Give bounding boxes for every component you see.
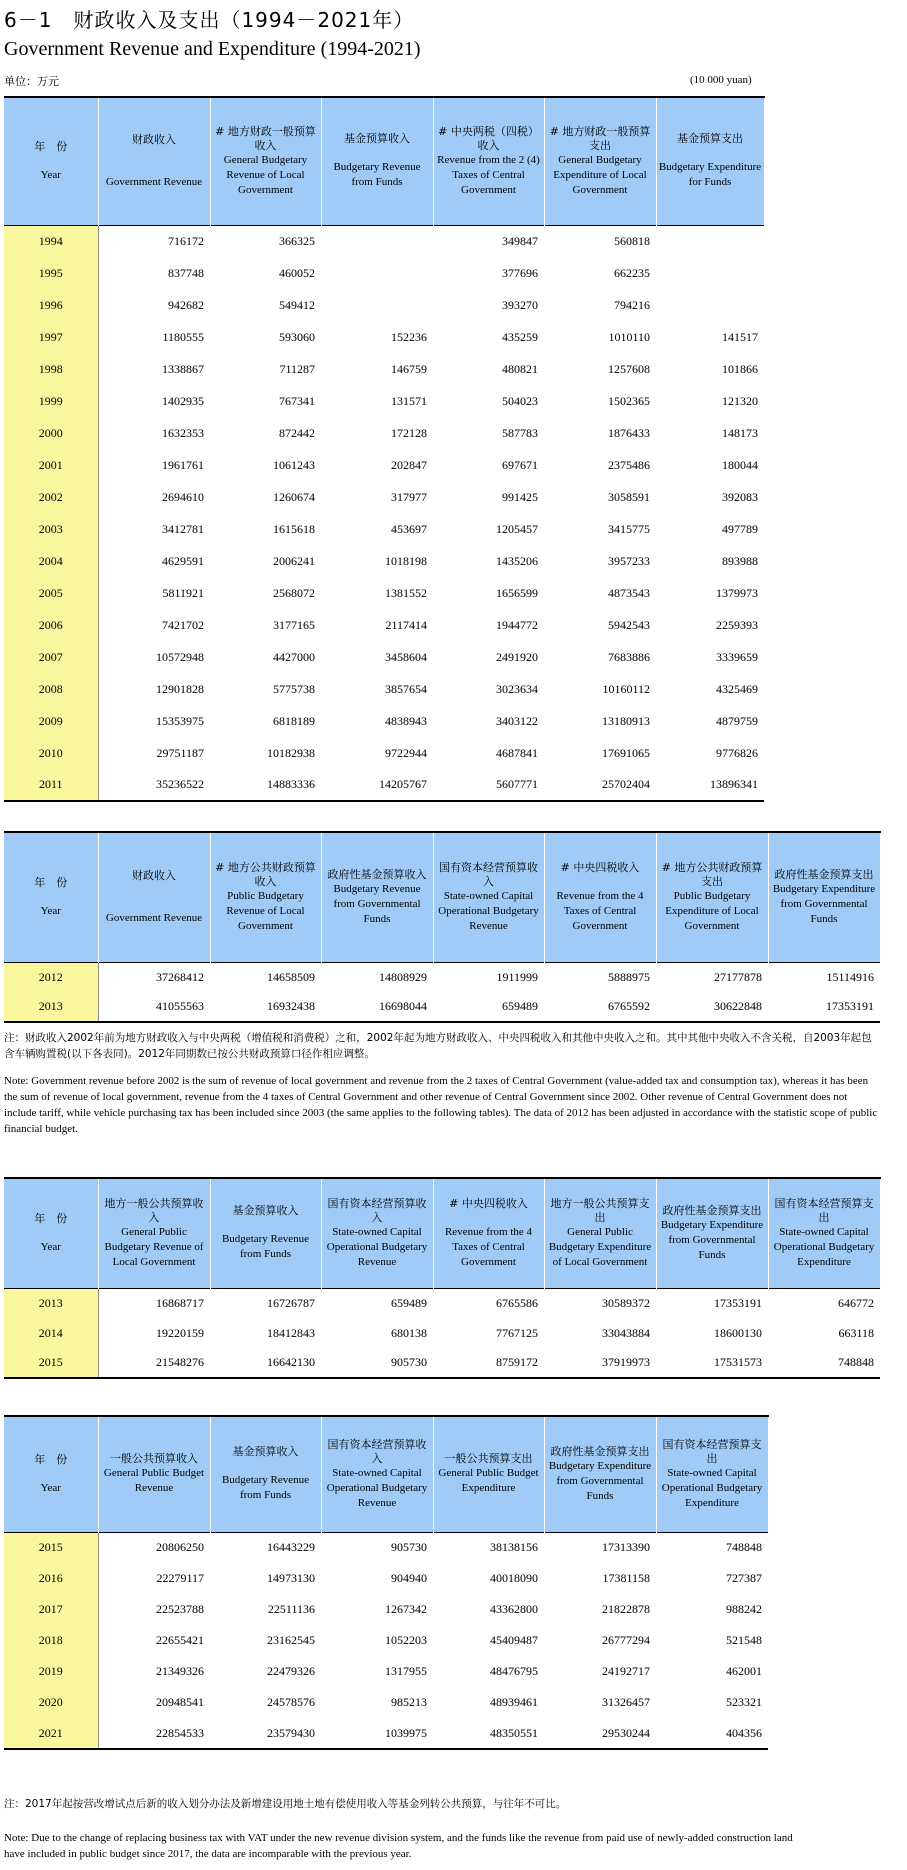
value-cell: 4873543 (608, 585, 650, 600)
value-cell: 40018090 (490, 1571, 538, 1585)
value-cell: 10182938 (267, 745, 315, 760)
value-cell: 20806250 (156, 1540, 204, 1555)
header-year: 年 份 Year (4, 832, 98, 962)
value-cell: 2694610 (162, 489, 204, 504)
table-row (4, 1718, 768, 1749)
year-cell: 2020 (4, 1687, 98, 1718)
value-cell: 29530244 (544, 1718, 656, 1749)
value-cell: 560818 (614, 233, 650, 248)
value-cell: 6818189 (273, 713, 315, 728)
value-cell: 15114916 (826, 969, 874, 984)
value-cell (656, 257, 764, 289)
value-cell: 48350551 (433, 1718, 544, 1749)
value-cell: 504023 (502, 393, 538, 408)
header-state-capital-revenue: 国有资本经营预算收入 State-owned Capital Operational Budgetary Revenue (321, 1416, 433, 1532)
value-cell: 1615618 (273, 521, 315, 536)
value-cell: 29751187 (156, 745, 204, 760)
value-cell: 1435206 (496, 553, 538, 568)
value-cell: 22523788 (156, 1602, 204, 1616)
value-cell: 893988 (722, 553, 758, 568)
value-cell: 10160112 (602, 681, 650, 696)
value-cell (321, 289, 433, 321)
value-cell: 202847 (391, 457, 427, 472)
value-cell: 1502365 (608, 393, 650, 408)
revenue-table-2015-2021 (4, 1415, 769, 1750)
page-title-cn: 6－1 财政收入及支出（1994－2021年） (4, 8, 415, 32)
header-state-capital-expenditure: 国有资本经营预算支出 State-owned Capital Operational Budgetary Expenditure (768, 1178, 880, 1288)
value-cell: 680138 (391, 1325, 427, 1340)
value-cell: 131571 (391, 393, 427, 408)
value-cell: 1402935 (162, 393, 204, 408)
value-cell: 767341 (279, 393, 315, 408)
value-cell: 14883336 (210, 769, 321, 801)
value-cell: 4879759 (716, 713, 758, 728)
year-cell: 2004 (4, 545, 98, 577)
revenue-table-2013-2015 (4, 1177, 881, 1379)
value-cell: 646772 (838, 1295, 874, 1310)
table-row (4, 1288, 880, 1318)
value-cell (321, 225, 433, 257)
value-cell: 23579430 (210, 1718, 321, 1749)
value-cell: 16698044 (321, 992, 433, 1022)
year-cell: 2012 (4, 962, 98, 992)
value-cell: 22479326 (267, 1664, 315, 1678)
value-cell: 22854533 (98, 1718, 210, 1749)
value-cell: 30589372 (602, 1295, 650, 1310)
value-cell: 172128 (391, 425, 427, 440)
value-cell: 3857654 (385, 681, 427, 696)
value-cell: 13180913 (602, 713, 650, 728)
value-cell: 37919973 (544, 1348, 656, 1378)
header-central-four-taxes: # 中央四税收入 Revenue from the 4 Taxes of Central Government (544, 832, 656, 962)
value-cell: 35236522 (98, 769, 210, 801)
table-row (4, 705, 764, 737)
value-cell: 1338867 (162, 361, 204, 376)
year-cell: 2002 (4, 481, 98, 513)
value-cell: 1052203 (385, 1633, 427, 1647)
value-cell: 4838943 (385, 713, 427, 728)
table-row (4, 1563, 768, 1594)
value-cell: 521548 (726, 1633, 762, 1647)
value-cell: 121320 (722, 393, 758, 408)
table-row (4, 1687, 768, 1718)
value-cell: 2375486 (608, 457, 650, 472)
value-cell: 4325469 (716, 681, 758, 696)
header-local-general-expenditure: # 地方财政一般预算支出 General Budgetary Expenditure of Local Government (544, 97, 656, 225)
value-cell: 1876433 (608, 425, 650, 440)
value-cell: 21548276 (98, 1348, 210, 1378)
value-cell: 141517 (722, 329, 758, 344)
value-cell: 26777294 (602, 1633, 650, 1647)
year-cell: 1994 (4, 225, 98, 257)
value-cell: 3177165 (273, 617, 315, 632)
value-cell: 22279117 (156, 1571, 204, 1585)
value-cell: 3058591 (608, 489, 650, 504)
value-cell: 748848 (726, 1540, 762, 1555)
value-cell: 991425 (502, 489, 538, 504)
value-cell: 3415775 (608, 521, 650, 536)
table-row (4, 257, 764, 289)
note-1-cn: 注：财政收入2002年前为地方财政收入与中央两税（增值税和消费税）之和，2002年起为地方财政收入、中央四税收入和其他中央收入之和。其中其他中央收入不含关税，自2003年起包含车辆购置税(以下各表同)。2012年同期数已按公共财政预算口径作相应调整。 (4, 1032, 872, 1060)
value-cell: 1205457 (496, 521, 538, 536)
value-cell: 5775738 (273, 681, 315, 696)
year-cell: 2019 (4, 1656, 98, 1687)
value-cell: 1180555 (162, 329, 204, 344)
header-governmental-funds-expenditure: 政府性基金预算支出 Budgetary Expenditure from Governmental Funds (768, 832, 880, 962)
header-governmental-funds-revenue: 政府性基金预算收入 Budgetary Revenue from Governmental Funds (321, 832, 433, 962)
value-cell: 6765592 (544, 992, 656, 1022)
value-cell: 17531573 (656, 1348, 768, 1378)
value-cell: 1267342 (385, 1602, 427, 1616)
note-2-cn: 注：2017年起按营改增试点后新的收入划分办法及新增建设用地土地有偿使用收入等基金列转公共预算，与往年不可比。 (4, 1798, 567, 1810)
value-cell: 985213 (391, 1695, 427, 1709)
table-row (4, 1656, 768, 1687)
value-cell: 497789 (722, 521, 758, 536)
year-cell: 2005 (4, 577, 98, 609)
value-cell: 3339659 (716, 649, 758, 664)
value-cell: 13896341 (656, 769, 764, 801)
value-cell: 7683886 (608, 649, 650, 664)
value-cell: 1911999 (496, 969, 538, 984)
value-cell: 366325 (279, 233, 315, 248)
value-cell: 2491920 (496, 649, 538, 664)
header-state-capital-revenue: 国有资本经营预算收入 State-owned Capital Operational Budgetary Revenue (321, 1178, 433, 1288)
value-cell: 453697 (391, 521, 427, 536)
value-cell: 659489 (391, 1295, 427, 1310)
table-row (4, 513, 764, 545)
header-government-revenue: 财政收入 Government Revenue (98, 832, 210, 962)
value-cell: 1961761 (162, 457, 204, 472)
value-cell: 24578576 (267, 1695, 315, 1709)
table-row (4, 992, 880, 1022)
year-cell: 2013 (4, 1288, 98, 1318)
value-cell: 5888975 (608, 969, 650, 984)
header-state-capital-expenditure: 国有资本经营预算支出 State-owned Capital Operational Budgetary Expenditure (656, 1416, 768, 1532)
value-cell: 4687841 (496, 745, 538, 760)
year-cell: 2007 (4, 641, 98, 673)
header-central-four-taxes: # 中央四税收入 Revenue from the 4 Taxes of Central Government (433, 1178, 544, 1288)
table-row (4, 289, 764, 321)
header-general-public-revenue: 一般公共预算收入 General Public Budget Revenue (98, 1416, 210, 1532)
value-cell: 377696 (502, 265, 538, 280)
value-cell: 716172 (168, 233, 204, 248)
value-cell: 794216 (614, 297, 650, 312)
value-cell: 549412 (279, 297, 315, 312)
table-row (4, 481, 764, 513)
table-row (4, 353, 764, 385)
value-cell: 1010110 (608, 329, 650, 344)
value-cell: 4427000 (273, 649, 315, 664)
year-cell: 1997 (4, 321, 98, 353)
header-year: 年 份 Year (4, 1416, 98, 1532)
value-cell: 593060 (279, 329, 315, 344)
value-cell (656, 225, 764, 257)
year-cell: 2008 (4, 673, 98, 705)
value-cell: 16868717 (156, 1295, 204, 1310)
header-revenue-from-funds: 基金预算收入 Budgetary Revenue from Funds (321, 97, 433, 225)
value-cell: 1260674 (273, 489, 315, 504)
value-cell: 22511136 (267, 1602, 315, 1616)
year-cell: 1999 (4, 385, 98, 417)
value-cell: 3458604 (385, 649, 427, 664)
value-cell: 3403122 (496, 713, 538, 728)
header-year: 年 份 Year (4, 97, 98, 225)
value-cell: 17353191 (768, 992, 880, 1022)
header-local-general-revenue: # 地方财政一般预算收入 General Budgetary Revenue of Local Government (210, 97, 321, 225)
header-government-revenue: 财政收入 Government Revenue (98, 97, 210, 225)
value-cell: 17691065 (602, 745, 650, 760)
value-cell: 10572948 (156, 649, 204, 664)
value-cell: 16726787 (267, 1295, 315, 1310)
header-governmental-funds-expenditure: 政府性基金预算支出 Budgetary Expenditure from Governmental Funds (544, 1416, 656, 1532)
value-cell: 38138156 (490, 1540, 538, 1555)
value-cell: 27177878 (714, 969, 762, 984)
value-cell: 2006241 (273, 553, 315, 568)
note-2-en: Note: Due to the change of replacing business tax with VAT under the new revenue division system, and the funds like the revenue from paid use of newly-added construction land have included in public budget since 2017, the data are incomparable with the previous year. (4, 1832, 793, 1860)
value-cell: 460052 (279, 265, 315, 280)
value-cell: 16932438 (210, 992, 321, 1022)
value-cell: 1257608 (608, 361, 650, 376)
table-row (4, 609, 764, 641)
value-cell: 33043884 (602, 1325, 650, 1340)
value-cell: 30622848 (656, 992, 768, 1022)
value-cell (321, 257, 433, 289)
revenue-table-2012-2013 (4, 831, 881, 1023)
table-row (4, 1318, 880, 1348)
value-cell: 101866 (722, 361, 758, 376)
year-cell: 2013 (4, 992, 98, 1022)
year-cell: 2001 (4, 449, 98, 481)
value-cell: 45409487 (490, 1633, 538, 1647)
value-cell: 697671 (502, 457, 538, 472)
value-cell: 25702404 (544, 769, 656, 801)
year-cell: 2015 (4, 1348, 98, 1378)
table-row (4, 673, 764, 705)
value-cell: 21349326 (156, 1664, 204, 1678)
value-cell: 1317955 (385, 1664, 427, 1678)
header-general-public-expenditure: 一般公共预算支出 General Public Budget Expenditure (433, 1416, 544, 1532)
value-cell: 393270 (502, 297, 538, 312)
year-cell: 2014 (4, 1318, 98, 1348)
value-cell: 4629591 (162, 553, 204, 568)
header-year: 年 份 Year (4, 1178, 98, 1288)
value-cell: 904940 (391, 1571, 427, 1585)
value-cell: 16443229 (267, 1540, 315, 1555)
value-cell: 12901828 (156, 681, 204, 696)
value-cell: 662235 (614, 265, 650, 280)
value-cell: 2259393 (716, 617, 758, 632)
value-cell (656, 289, 764, 321)
value-cell: 152236 (391, 329, 427, 344)
value-cell: 1379973 (716, 585, 758, 600)
value-cell: 663118 (838, 1325, 874, 1340)
value-cell: 14205767 (321, 769, 433, 801)
value-cell: 462001 (726, 1664, 762, 1678)
value-cell: 20948541 (156, 1695, 204, 1709)
header-revenue-from-funds: 基金预算收入 Budgetary Revenue from Funds (210, 1416, 321, 1532)
value-cell: 17381158 (602, 1571, 650, 1585)
table-row (4, 417, 764, 449)
table-row (4, 1594, 768, 1625)
table-row (4, 1625, 768, 1656)
value-cell: 19220159 (156, 1325, 204, 1340)
value-cell: 5607771 (433, 769, 544, 801)
value-cell: 48476795 (490, 1664, 538, 1678)
value-cell: 7767125 (496, 1325, 538, 1340)
value-cell: 14658509 (267, 969, 315, 984)
value-cell: 905730 (391, 1540, 427, 1555)
unit-label-en: (10 000 yuan) (690, 74, 752, 86)
value-cell: 837748 (168, 265, 204, 280)
year-cell: 2011 (4, 769, 98, 801)
value-cell: 1039975 (321, 1718, 433, 1749)
year-cell: 2018 (4, 1625, 98, 1656)
value-cell: 3957233 (608, 553, 650, 568)
value-cell: 5811921 (162, 585, 204, 600)
value-cell: 15353975 (156, 713, 204, 728)
unit-label-cn: 单位：万元 (4, 75, 59, 88)
table-row (4, 1532, 768, 1563)
value-cell: 587783 (502, 425, 538, 440)
year-cell: 2017 (4, 1594, 98, 1625)
value-cell: 16642130 (210, 1348, 321, 1378)
value-cell: 905730 (321, 1348, 433, 1378)
value-cell: 18412843 (267, 1325, 315, 1340)
year-cell: 2003 (4, 513, 98, 545)
header-local-public-expenditure: # 地方公共财政预算支出 Public Budgetary Expenditure of Local Government (656, 832, 768, 962)
value-cell: 317977 (391, 489, 427, 504)
value-cell: 1381552 (385, 585, 427, 600)
table-row (4, 737, 764, 769)
value-cell: 2568072 (273, 585, 315, 600)
year-cell: 2009 (4, 705, 98, 737)
year-cell: 2000 (4, 417, 98, 449)
value-cell: 480821 (502, 361, 538, 376)
value-cell: 1061243 (273, 457, 315, 472)
year-cell: 1996 (4, 289, 98, 321)
value-cell: 148173 (722, 425, 758, 440)
value-cell: 1656599 (496, 585, 538, 600)
table-row (4, 1348, 880, 1378)
header-local-public-revenue: # 地方公共财政预算收入 Public Budgetary Revenue of Local Government (210, 832, 321, 962)
year-cell: 2015 (4, 1532, 98, 1563)
value-cell: 942682 (168, 297, 204, 312)
value-cell: 22655421 (156, 1633, 204, 1647)
value-cell: 1632353 (162, 425, 204, 440)
header-state-capital-revenue: 国有资本经营预算收入 State-owned Capital Operational Budgetary Revenue (433, 832, 544, 962)
table-row (4, 641, 764, 673)
value-cell: 872442 (279, 425, 315, 440)
value-cell: 21822878 (602, 1602, 650, 1616)
value-cell: 9776826 (716, 745, 758, 760)
value-cell: 180044 (722, 457, 758, 472)
value-cell: 23162545 (267, 1633, 315, 1647)
page-title-en: Government Revenue and Expenditure (1994-2021) (4, 38, 421, 60)
value-cell: 8759172 (433, 1348, 544, 1378)
value-cell: 435259 (502, 329, 538, 344)
value-cell: 659489 (433, 992, 544, 1022)
value-cell: 14973130 (267, 1571, 315, 1585)
value-cell: 711287 (279, 361, 315, 376)
value-cell: 6765586 (496, 1295, 538, 1310)
table-row (4, 962, 880, 992)
header-local-general-public-revenue: 地方一般公共预算收入 General Public Budgetary Revenue of Local Government (98, 1178, 210, 1288)
value-cell: 2117414 (385, 617, 427, 632)
table-row (4, 321, 764, 353)
value-cell: 988242 (726, 1602, 762, 1616)
value-cell: 9722944 (385, 745, 427, 760)
value-cell: 146759 (391, 361, 427, 376)
table-row (4, 769, 764, 801)
header-governmental-funds-expenditure: 政府性基金预算支出 Budgetary Expenditure from Governmental Funds (656, 1178, 768, 1288)
value-cell: 41055563 (98, 992, 210, 1022)
value-cell: 1018198 (385, 553, 427, 568)
header-local-general-public-expenditure: 地方一般公共预算支出 General Public Budgetary Expenditure of Local Government (544, 1178, 656, 1288)
header-central-taxes: # 中央两税（四税）收入 Revenue from the 2 (4) Taxes of Central Government (433, 97, 544, 225)
value-cell: 727387 (726, 1571, 762, 1585)
table-row (4, 449, 764, 481)
value-cell: 523321 (726, 1695, 762, 1709)
value-cell: 392083 (722, 489, 758, 504)
value-cell: 43362800 (490, 1602, 538, 1616)
value-cell: 31326457 (602, 1695, 650, 1709)
value-cell: 748848 (768, 1348, 880, 1378)
value-cell: 3412781 (162, 521, 204, 536)
table-row (4, 385, 764, 417)
year-cell: 2021 (4, 1718, 98, 1749)
year-cell: 1995 (4, 257, 98, 289)
value-cell: 5942543 (608, 617, 650, 632)
value-cell: 404356 (656, 1718, 768, 1749)
value-cell: 24192717 (602, 1664, 650, 1678)
value-cell: 37268412 (156, 969, 204, 984)
table-row (4, 577, 764, 609)
table-row (4, 225, 764, 257)
header-revenue-from-funds: 基金预算收入 Budgetary Revenue from Funds (210, 1178, 321, 1288)
value-cell: 349847 (502, 233, 538, 248)
year-cell: 2006 (4, 609, 98, 641)
year-cell: 2016 (4, 1563, 98, 1594)
revenue-table-1994-2011 (4, 96, 765, 802)
table-row (4, 545, 764, 577)
note-1-en: Note: Government revenue before 2002 is the sum of revenue of local government and revenue from the 2 taxes of Central Government (value-added tax and consumption tax), whereas it has been the sum of revenue of local government, revenue from the 4 taxes of Central Government and other revenue of Central Government since 2002. Other revenue of Central Government does not include tariff, while vehicle purchasing tax has been included since 2003 (the same applies to the following tables). The data of 2012 has been adjusted in accordance with the statistic scope of public financial budget. (4, 1075, 878, 1135)
value-cell: 3023634 (496, 681, 538, 696)
value-cell: 18600130 (714, 1325, 762, 1340)
header-expenditure-for-funds: 基金预算支出 Budgetary Expenditure for Funds (656, 97, 764, 225)
value-cell: 48939461 (490, 1695, 538, 1709)
value-cell: 1944772 (496, 617, 538, 632)
year-cell: 2010 (4, 737, 98, 769)
value-cell: 14808929 (379, 969, 427, 984)
value-cell: 7421702 (162, 617, 204, 632)
value-cell: 17313390 (602, 1540, 650, 1555)
value-cell: 17353191 (714, 1295, 762, 1310)
year-cell: 1998 (4, 353, 98, 385)
